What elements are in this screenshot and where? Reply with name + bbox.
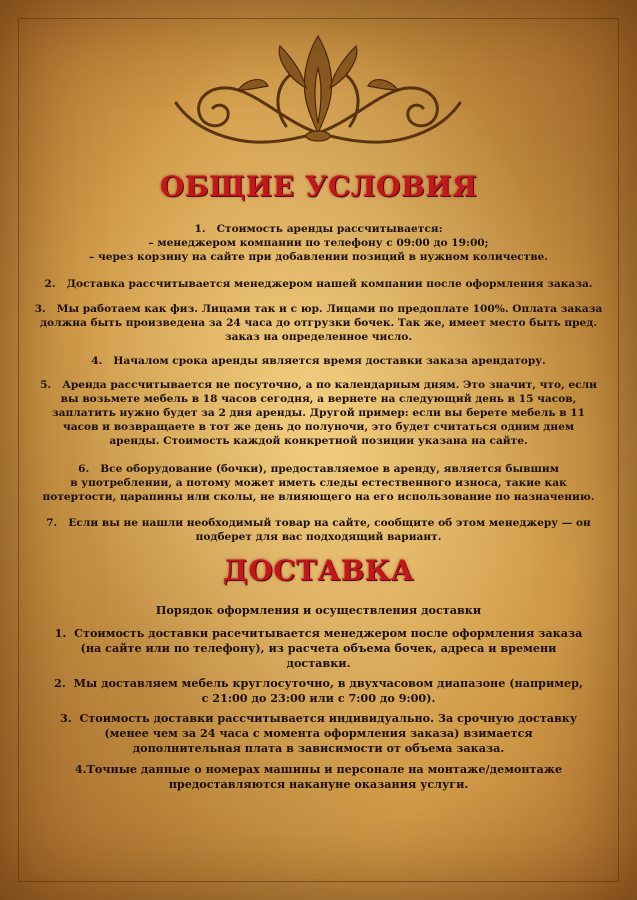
general-item-6 xyxy=(30,462,607,504)
item-line: Мы работаем как физ. Лицами так и с юр. Лицами по предоплате 100%. Оплата заказа xyxy=(56,303,603,315)
delivery-item-2 xyxy=(30,676,607,706)
item-line: (на сайте или по телефону), из расчета объема бочек, адреса и времени xyxy=(80,641,557,655)
delivery-item-1 xyxy=(30,626,607,671)
item-number: 4. xyxy=(91,355,103,367)
item-line: Стоимость доставки рассчитывается индивидуально. За срочную доставку xyxy=(79,711,578,725)
item-number: 5. xyxy=(40,379,52,391)
general-item-2 xyxy=(30,277,607,291)
item-line: доставки. xyxy=(286,656,351,670)
item-number: 3. xyxy=(59,711,72,725)
item-line: Точные данные о номерах машины и персонале на монтаже/демонтаже xyxy=(86,762,563,776)
item-line: с 21:00 до 23:00 или с 7:00 до 9:00). xyxy=(201,691,436,705)
item-number: 4. xyxy=(74,762,87,776)
item-number: 3. xyxy=(34,303,46,315)
ornament-flourish-icon xyxy=(168,28,468,153)
general-item-7 xyxy=(30,516,607,544)
item-line: Началом срока аренды является время доставки заказа арендатору. xyxy=(113,355,546,367)
item-line: – через корзину на сайте при добавлении позиций в нужном количестве. xyxy=(88,251,548,263)
item-line: заказ на определенное число. xyxy=(224,331,413,343)
general-item-1 xyxy=(30,222,607,264)
item-line: часов и возвращаете в тот же день до полуночи, это будет считаться одним днем xyxy=(62,421,575,433)
general-item-3 xyxy=(30,302,607,344)
item-number: 7. xyxy=(46,517,58,529)
item-number: 1. xyxy=(54,626,67,640)
item-number: 2. xyxy=(44,278,56,290)
general-item-4 xyxy=(30,354,607,368)
delivery-subtitle: Порядок оформления и осуществления доставки xyxy=(155,603,482,617)
item-line: Мы доставляем мебель круглосуточно, в двухчасовом диапазоне (например, xyxy=(73,676,583,690)
item-line: Если вы не нашли необходимый товар на сайте, сообщите об этом менеджеру — он xyxy=(68,517,591,529)
item-line: вы возьмете мебель в 18 часов сегодня, а вернете на следующий день в 15 часов, xyxy=(60,393,577,405)
item-line: аренды. Стоимость каждой конкретной позиции указана на сайте. xyxy=(109,435,528,447)
item-line: – менеджером компании по телефону с 09:00 до 19:00; xyxy=(148,237,489,249)
general-conditions-title: ОБЩИЕ УСЛОВИЯ xyxy=(159,170,478,203)
general-item-5 xyxy=(30,378,607,448)
item-line: Аренда рассчитывается не посуточно, а по календарным дням. Это значит, что, если xyxy=(62,379,597,391)
item-line: потертости, царапины или сколы, не влияющего на его использование по назначению. xyxy=(42,491,595,503)
item-number: 1. xyxy=(194,223,206,235)
item-line: Все оборудование (бочки), предоставляемое в аренду, является бывшим xyxy=(100,463,559,475)
item-line: должна быть произведена за 24 часа до отгрузки бочек. Так же, имеет место быть пред. xyxy=(39,317,598,329)
delivery-item-4 xyxy=(30,762,607,792)
item-line: в употреблении, а потому может иметь следы естественного износа, такие как xyxy=(70,477,567,489)
item-line: Стоимость доставки расечитывается менеджером после оформления заказа xyxy=(74,626,583,640)
delivery-item-3 xyxy=(30,711,607,756)
item-line: заплатить нужно будет за 2 дня аренды. Другой пример: если вы берете мебель в 11 xyxy=(51,407,586,419)
item-line: Доставка рассчитывается менеджером нашей компании после оформления заказа. xyxy=(66,278,593,290)
item-line: дополнительная плата в зависимости от объема заказа. xyxy=(132,741,505,755)
item-number: 6. xyxy=(78,463,90,475)
item-line: Стоимость аренды рассчитывается: xyxy=(216,223,443,235)
item-line: (менее чем за 24 часа с момента оформления заказа) взимается xyxy=(104,726,533,740)
item-line: подберет для вас подходящий вариант. xyxy=(195,531,442,543)
item-number: 2. xyxy=(54,676,66,690)
delivery-title: ДОСТАВКА xyxy=(222,554,415,587)
item-line: предоставляются накануне оказания услуги. xyxy=(168,777,469,791)
